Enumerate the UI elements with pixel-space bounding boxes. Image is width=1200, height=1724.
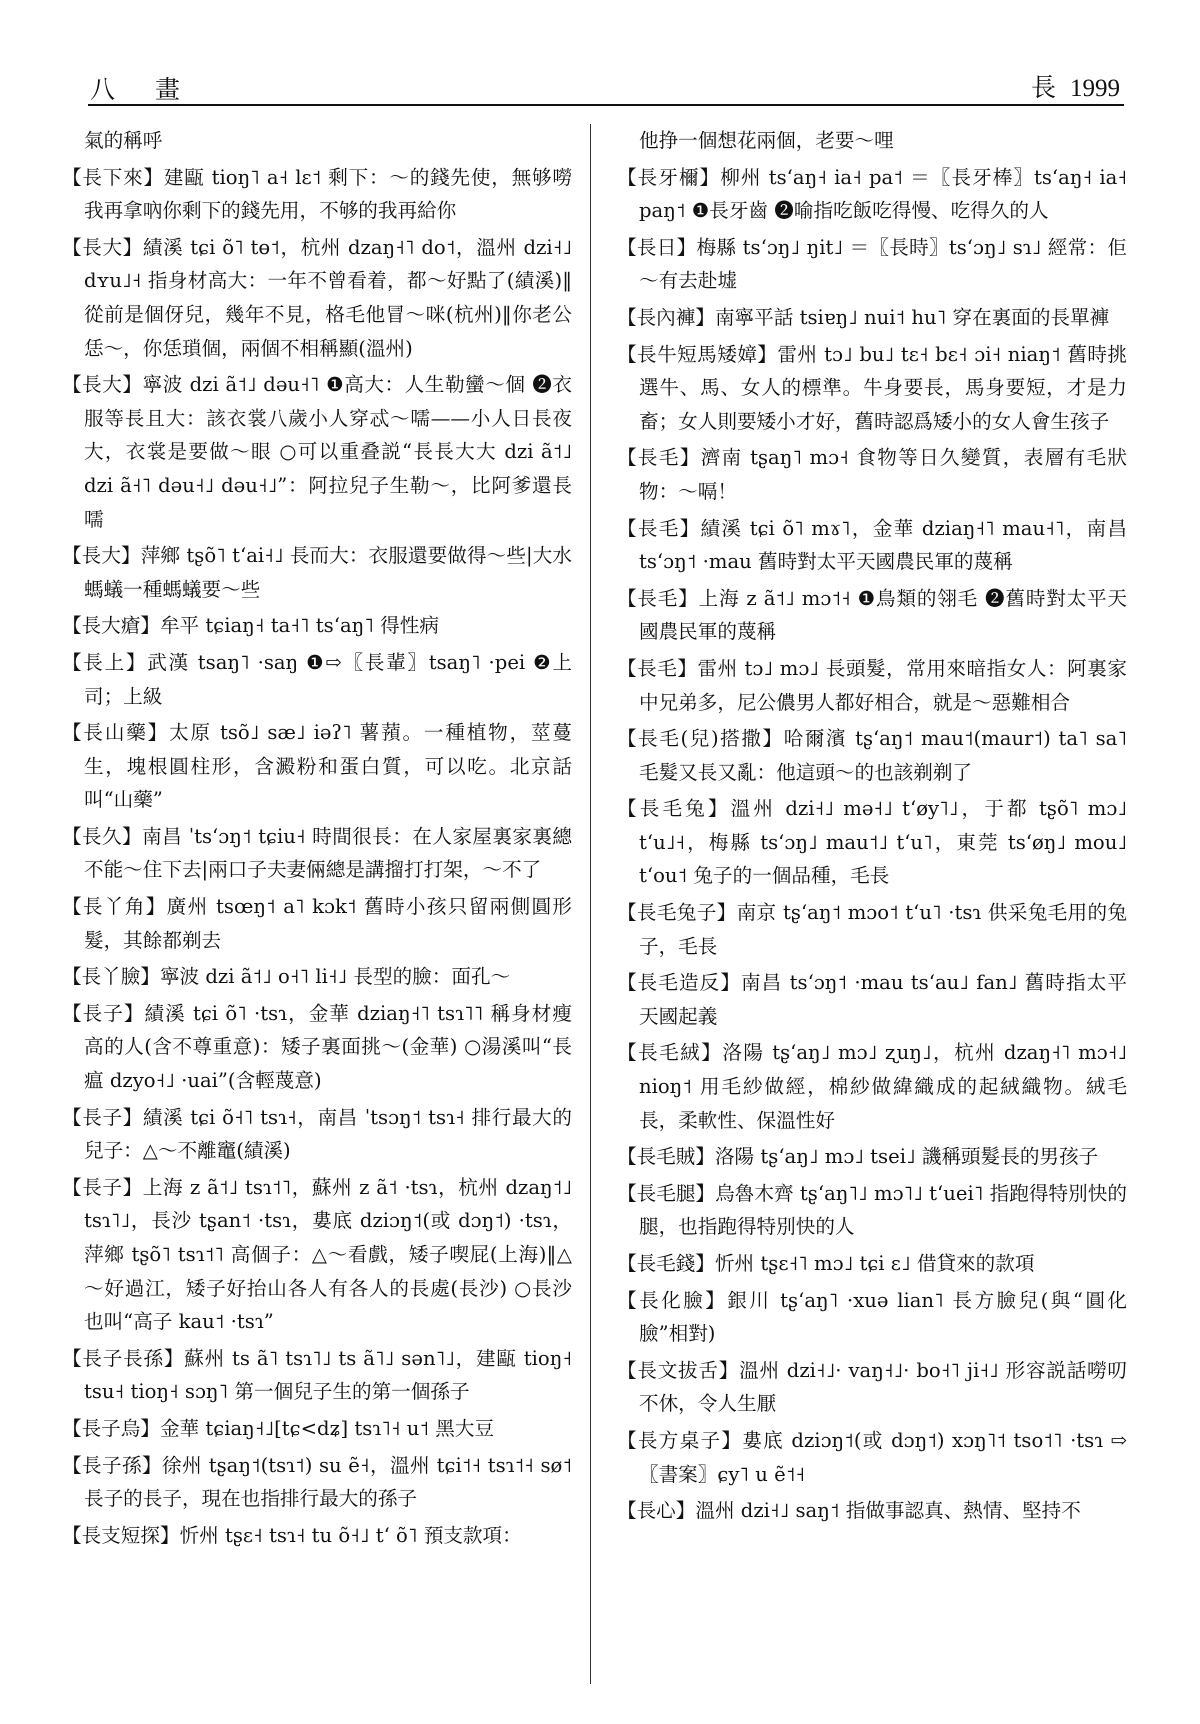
entry-text: 績溪 tɕi õ˥ tɵ˦，杭州 dzaŋ˧˥ do˦，溫州 dzi˧˩ dʏu˩˧ 指身材高大：一年不曾看着，都～好點了(績溪)‖從前是個伢兒，幾年不見，格毛他冒～咪(杭州)‖你老公恁～，你恁瑣個，兩個不相稱顯(溫州) — [84, 235, 572, 360]
entry-headword: 【長心】 — [617, 1499, 696, 1523]
entry-headword: 【長山藥】 — [62, 721, 170, 745]
dictionary-entry — [617, 722, 1127, 789]
entry-headword: 【長大瘡】 — [62, 614, 160, 638]
column-divider — [590, 124, 591, 1684]
entry-headword: 【長大】 — [62, 373, 143, 397]
entry-headword: 【長子】 — [62, 1175, 143, 1199]
dictionary-entry — [62, 890, 572, 957]
section-title: 八 畫 — [90, 75, 196, 104]
dictionary-entry — [617, 512, 1127, 579]
entry-headword: 【長毛】 — [617, 656, 698, 680]
dictionary-entry — [62, 231, 572, 365]
entry-text: 建甌 tioŋ˥ a˧ lɛ˦ 剩下：～的錢先使，無够嘮我再拿吶你剩下的錢先用，不够的我再給你 — [84, 165, 572, 223]
dictionary-entry — [62, 609, 572, 643]
entry-text: 績溪 tɕi õ˧˥ tsɿ˧，南昌 ˈtsɔŋ˦ tsɿ˧ 排行最大的兒子：△～不離竈(績溪) — [84, 1105, 572, 1163]
dictionary-entry — [62, 161, 572, 228]
entry-headword: 【長丫角】 — [62, 895, 167, 919]
dictionary-entry — [617, 1354, 1127, 1421]
entry-text: 績溪 tɕi õ˥ mɤ˥，金華 dziaŋ˧˥ mau˧˥，南昌 tsʻɔŋ˦ ·mau 舊時對太平天國農民軍的蔑稱 — [639, 516, 1127, 574]
dictionary-entry — [617, 1494, 1127, 1528]
entry-text: 南昌 tsʻɔŋ˦ ·mau tsʻau˩ fan˩ 舊時指太平天國起義 — [639, 971, 1127, 1028]
entry-text: 雷州 tɔ˩ bu˩ tɛ˧ bɛ˧ ɔi˧ niaŋ˦ 舊時挑選牛、馬、女人的標準。牛身要長，馬身要短，才是力畜；女人則要矮小才好，舊時認爲矮小的女人會生孩子 — [639, 342, 1127, 433]
entry-headword: 【長子】 — [62, 1105, 143, 1129]
right-column — [617, 124, 1127, 1694]
entry-text: 濟南 tʂaŋ˥ mɔ˧ 食物等日久變質，表層有毛狀物：～嗝！ — [639, 446, 1127, 503]
entry-headword: 【長子烏】 — [62, 1416, 160, 1440]
dictionary-entry — [62, 646, 572, 713]
entry-text: 洛陽 tʂʻaŋ˩ mɔ˩ ʐuŋ˩，杭州 dzaŋ˧˥ mɔ˧˩ nioŋ˦ 用毛紗做經，棉紗做緯織成的起絨織物。絨毛長，柔軟性、保溫性好 — [639, 1041, 1127, 1132]
entry-headword: 【長化臉】 — [617, 1288, 728, 1312]
entry-headword: 【長支短探】 — [62, 1523, 180, 1547]
dictionary-entry — [617, 1247, 1127, 1281]
entry-headword: 【長大】 — [62, 544, 141, 568]
dictionary-entry — [62, 716, 572, 817]
left-column — [62, 124, 572, 1694]
dictionary-entry — [617, 338, 1127, 439]
entry-text: 忻州 tʂɛ˧ tsɿ˧ tu õ˧˩ tʻ õ˥ 預支款項： — [179, 1523, 522, 1547]
entry-headword: 【長子長孫】 — [62, 1346, 185, 1370]
entry-headword: 【長久】 — [62, 824, 143, 848]
entry-text: 婁底 dziɔŋ˦(或 dɔŋ˦) xɔŋ˥˦ tso˦˥ ·tsɿ ⇨〖書案〗ɕy˥ u ẽ˦˧ — [639, 1428, 1127, 1486]
entry-text: 金華 tɕiaŋ˧˩[tɕ<dʑ] tsɿ˥˧ u˦ 黑大豆 — [159, 1416, 495, 1440]
entry-headword: 【長毛】 — [617, 516, 701, 540]
entry-headword: 【長毛(兒)搭撒】 — [617, 727, 784, 751]
dictionary-entry — [617, 161, 1127, 228]
entry-text: 哈爾濱 tʂʻaŋ˦ mau˦(maur˦) ta˥ sa˥ 毛髮又長又亂：他這頭～的也該剃剃了 — [639, 727, 1127, 784]
entry-headword: 【長毛賊】 — [617, 1145, 715, 1169]
entry-text: 溫州 dzi˧˩· vaŋ˧˩· bo˧˥ ji˧˩ 形容説話嘮叨不休，令人生厭 — [639, 1358, 1127, 1416]
dictionary-entry — [617, 441, 1127, 508]
entry-text: 武漢 tsaŋ˥ ·saŋ ❶⇨〖長輩〗tsaŋ˥ ·pei ❷上司；上級 — [84, 650, 572, 708]
entry-text: 南京 tʂʻaŋ˦ mɔo˦ tʻu˥ ·tsɿ 供采兔毛用的兔子，毛長 — [639, 901, 1127, 958]
entry-headword: 【長下來】 — [62, 165, 164, 189]
dictionary-entry — [617, 1177, 1127, 1244]
dictionary-entry — [617, 652, 1127, 719]
entry-text: 銀川 tʂʻaŋ˥ ·xuə lian˥ 長方臉兒(與“圓化臉”相對) — [639, 1288, 1127, 1346]
dictionary-entry — [62, 1171, 572, 1339]
entry-headword: 【長毛造反】 — [617, 971, 742, 995]
entry-headword: 【長毛絨】 — [617, 1041, 723, 1065]
entry-text: 柳州 tsʻaŋ˧ ia˧ pa˦ ＝〖長牙棒〗tsʻaŋ˧ ia˧ paŋ˦ ❶長牙齒 ❷喻指吃飯吃得慢、吃得久的人 — [639, 165, 1127, 223]
entry-headword: 【長毛兔】 — [617, 797, 731, 821]
entry-text: 他挣一個想花兩個，老要～哩 — [639, 129, 894, 152]
entry-text: 牟平 tɕiaŋ˧ ta˧˥ tsʻaŋ˥ 得性病 — [159, 614, 439, 638]
running-head — [1031, 68, 1120, 104]
dictionary-entry — [617, 1424, 1127, 1491]
entry-text: 南寧平話 tsiɐŋ˩ nui˦ hu˥ 穿在裏面的長單褲 — [714, 305, 1110, 329]
dictionary-entry — [62, 960, 572, 994]
dictionary-entry — [617, 1036, 1127, 1137]
dictionary-entry — [617, 231, 1127, 298]
entry-headword: 【長牙檷】 — [617, 165, 721, 189]
entry-text: 寧波 dzi ã˦˩ dəu˧˥ ❶高大：人生勒蠻～個 ❷衣服等長且大：該衣裳八歲小人穿忒～嚅——小人日長夜大，衣裳是要做～眼 ○可以重叠説“長長大大 dzi ã˦˩ dzi ã˧˥ dəu˧˩ dəu˧˩”：阿拉兒子生勒～，比阿爹還長嚅 — [84, 373, 572, 531]
entry-text: 溫州 dzi˧˩ mə˧˩ tʻøy˥˩，于都 tʂõ˥ mɔ˩ tʻu˩˧，梅縣 tsʻɔŋ˩ mau˦˩ tʻu˥，東莞 tsʻøŋ˩ mou˩ tʻou˦ 兔子的一個品種，毛長 — [639, 797, 1127, 888]
entry-text: 雷州 tɔ˩ mɔ˩ 長頭髮，常用來暗指女人：阿裏家中兄弟多，尼公儂男人都好相合，就是～惡難相合 — [639, 656, 1127, 714]
entry-text: 寧波 dzi ã˦˩ o˧˥ li˧˩ 長型的臉：面孔～ — [159, 965, 511, 989]
dictionary-entry — [62, 539, 572, 606]
entry-headword: 【長文拔舌】 — [617, 1358, 740, 1382]
entry-text: 上海 z ã˦˩ tsɿ˦˥，蘇州 z ã˦ ·tsɿ，杭州 dzaŋ˦˩ tsɿ˥˩，長沙 tʂan˦ ·tsɿ，婁底 dziɔŋ˦(或 dɔŋ˦) ·tsɿ，萍鄉 tʂõ˥ tsɿ˦˥ 高個子：△～看戲，矮子喫屁(上海)‖△～好過江，矮子好抬山各人有各人的長處(長沙) ○長沙也叫“高子 kau˦ ·tsɿ” — [84, 1175, 572, 1334]
entry-headword: 【長方桌子】 — [617, 1428, 743, 1452]
dictionary-entry — [617, 1284, 1127, 1351]
entry-text: 蘇州 ts ã˥ tsɿ˥˩ ts ã˥˩ sən˥˩，建甌 tioŋ˧ tsu˧ tioŋ˧ sɔŋ˥ 第一個兒子生的第一個孫子 — [84, 1346, 572, 1404]
entry-text: 氣的稱呼 — [84, 129, 163, 152]
entry-headword: 【長毛腿】 — [617, 1181, 716, 1205]
entry-headword: 【長子】 — [62, 1001, 145, 1025]
entry-headword: 【長毛兔子】 — [617, 901, 737, 925]
entry-headword: 【長毛錢】 — [617, 1252, 715, 1275]
entry-headword: 【長日】 — [617, 235, 697, 259]
entry-text: 萍鄉 tʂõ˥ tʻai˧˩ 長而大：衣服還要做得～些|大水螞蟻一種螞蟻要～些 — [84, 544, 572, 601]
entry-headword: 【長毛】 — [617, 446, 701, 470]
dictionary-entry — [62, 1519, 572, 1553]
entry-text: 績溪 tɕi õ˥ ·tsɿ，金華 dziaŋ˧˥ tsɿ˥˥ 稱身材瘦高的人(含不尊重意)：矮子裏面挑～(金華) ○湯溪叫“長瘟 dzyo˧˩ ·uai”(含輕蔑意) — [84, 1001, 572, 1093]
dictionary-entry — [62, 368, 572, 536]
dictionary-entry — [62, 1342, 572, 1409]
entry-text: 徐州 tʂaŋ˦(tsɿ˦) su ẽ˧，溫州 tɕi˦˧ tsɿ˦˧ sø˦ 長子的長子，現在也指排行最大的孫子 — [84, 1453, 572, 1511]
dictionary-entry — [617, 966, 1127, 1033]
dictionary-entry — [617, 792, 1127, 893]
dictionary-entry — [617, 582, 1127, 649]
entry-text: 南昌 ˈtsʻɔŋ˦ tɕiu˧ 時間很長：在人家屋裏家裏總不能～住下去|兩口子夫妻倆總是講㨨打打架，～不了 — [84, 824, 572, 882]
entry-headword: 【長牛短馬矮嫜】 — [617, 342, 778, 366]
dictionary-entry — [62, 997, 572, 1098]
entry-headword: 【長大】 — [62, 235, 143, 259]
page-header — [88, 62, 1124, 106]
entry-continuation — [617, 124, 1127, 158]
entry-text: 溫州 dzi˧˩ saŋ˦ 指做事認真、熱情、堅持不 — [695, 1499, 1081, 1523]
entry-text: 梅縣 tsʻɔŋ˩ ŋit˩ ＝〖長時〗tsʻɔŋ˩ sɿ˩ 經常：佢～有去赴墟 — [639, 235, 1127, 293]
entry-headword: 【長毛】 — [617, 586, 699, 610]
entry-continuation — [62, 124, 572, 158]
entry-text: 太原 tsõ˩ sæ˩ iəʔ˥ 薯蕷。一種植物，莖蔓生，塊根圓柱形，含澱粉和蛋白質，可以吃。北京話叫“山藥” — [84, 721, 572, 812]
dictionary-entry — [62, 820, 572, 887]
dictionary-entry — [617, 896, 1127, 963]
dictionary-entry — [62, 1412, 572, 1446]
entry-headword: 【長子孫】 — [62, 1453, 163, 1477]
entry-text: 洛陽 tʂʻaŋ˩ mɔ˩ tsei˩ 譏稱頭髮長的男孩子 — [714, 1145, 1099, 1169]
page-number: 1999 — [1070, 75, 1120, 102]
entry-headword: 【長丫臉】 — [62, 965, 160, 989]
dictionary-entry — [62, 1101, 572, 1168]
dictionary-entry — [62, 1449, 572, 1516]
entry-text: 上海 z ã˦˩ mɔ˦˧ ❶鳥類的翎毛 ❷舊時對太平天國農民軍的蔑稱 — [639, 586, 1127, 644]
entry-headword: 【長內褲】 — [617, 305, 715, 329]
entry-text: 忻州 tʂɛ˧˥ mɔ˩ tɕi ɛ˩ 借貸來的款項 — [714, 1252, 1035, 1275]
dictionary-entry — [617, 301, 1127, 335]
entry-text: 烏魯木齊 tʂʻaŋ˥˩ mɔ˥˩ tʻuei˥ 指跑得特別快的腿，也指跑得特別快的人 — [639, 1181, 1127, 1239]
entry-text: 廣州 tsœŋ˦ a˥ kɔk˦ 舊時小孩只留兩側圓形髮，其餘都剃去 — [84, 895, 572, 952]
entry-headword: 【長上】 — [62, 650, 148, 674]
head-character: 長 — [1030, 73, 1056, 102]
dictionary-entry — [617, 1140, 1127, 1174]
